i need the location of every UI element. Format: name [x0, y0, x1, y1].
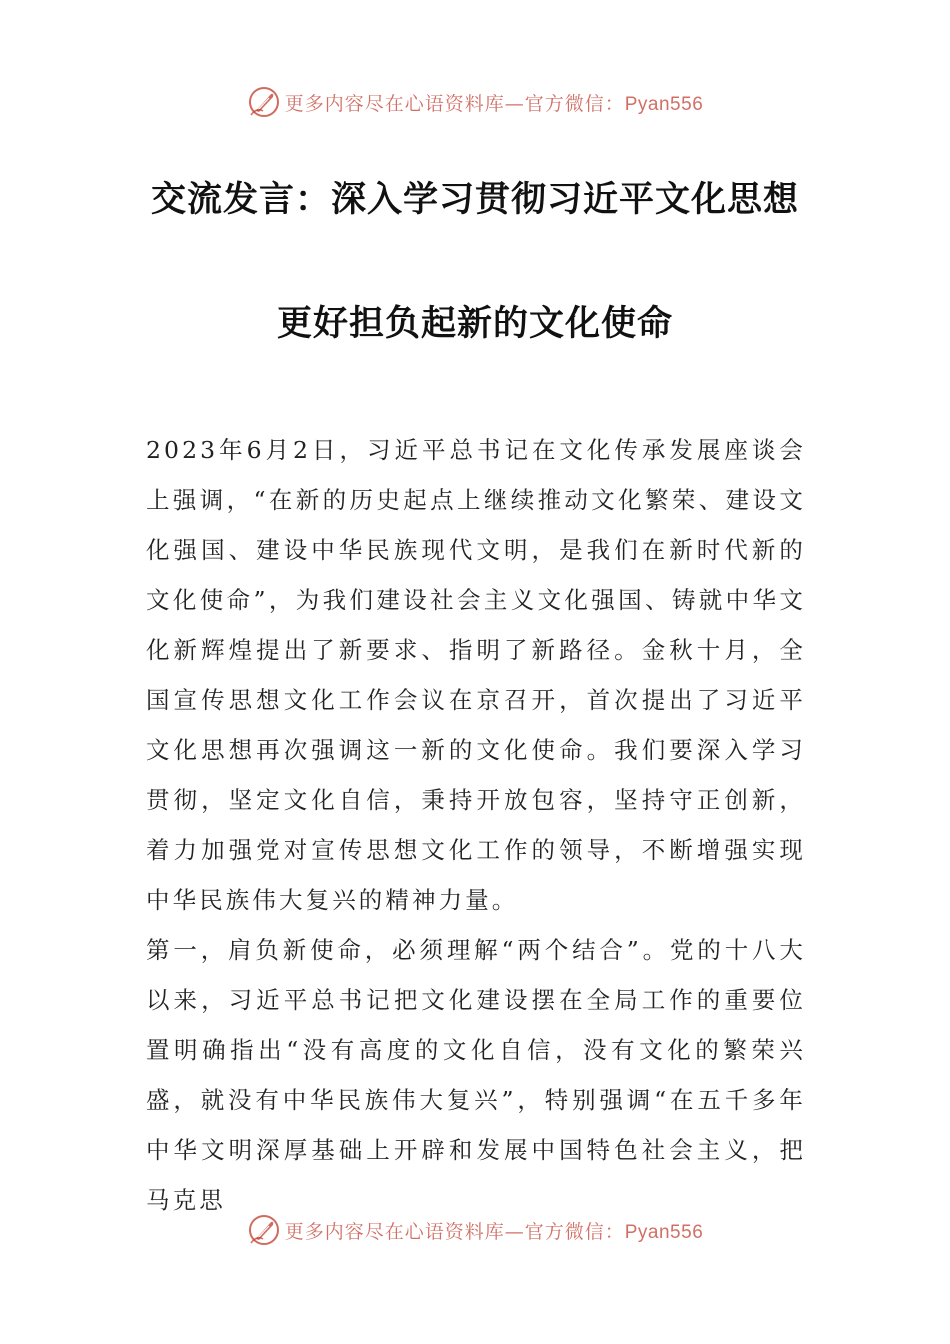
document-body — [146, 425, 806, 1225]
quill-logo-icon — [247, 1213, 281, 1247]
paragraph-2: 第一，肩负新使命，必须理解“两个结合”。党的十八大以来，习近平总书记把文化建设摆在全局工作的重要位置明确指出“没有高度的文化自信，没有文化的繁荣兴盛，就没有中华民族伟大复兴”，特别强调“在五千多年中华文明深厚基础上开辟和发展中国特色社会主义，把马克思 — [146, 936, 806, 1214]
header-watermark — [0, 82, 950, 122]
document-title-line-2: 更好担负起新的文化使命 — [276, 303, 673, 344]
document-title-line-1: 交流发言：深入学习贯彻习近平文化思想 — [150, 179, 799, 220]
paragraph-1: 2023年6月2日，习近平总书记在文化传承发展座谈会上强调，“在新的历史起点上继续推动文化繁荣、建设文化强国、建设中华民族现代文明，是我们在新时代新的文化使命”，为我们建设社会主义文化强国、铸就中华文化新辉煌提出了新要求、指明了新路径。金秋十月，全国宣传思想文化工作会议在京召开，首次提出了习近平文化思想再次强调这一新的文化使命。我们要深入学习贯彻，坚定文化自信，秉持开放包容，坚持守正创新，着力加强党对宣传思想文化工作的领导，不断增强实现中华民族伟大复兴的精神力量。 — [146, 436, 806, 914]
quill-logo-icon — [247, 85, 281, 119]
footer-watermark — [0, 1210, 950, 1250]
watermark-text: 更多内容尽在心语资料库—官方微信： — [284, 1220, 625, 1243]
wechat-id: Pyan556 — [624, 1221, 704, 1243]
watermark-text: 更多内容尽在心语资料库—官方微信： — [284, 92, 625, 115]
wechat-id: Pyan556 — [624, 93, 704, 115]
